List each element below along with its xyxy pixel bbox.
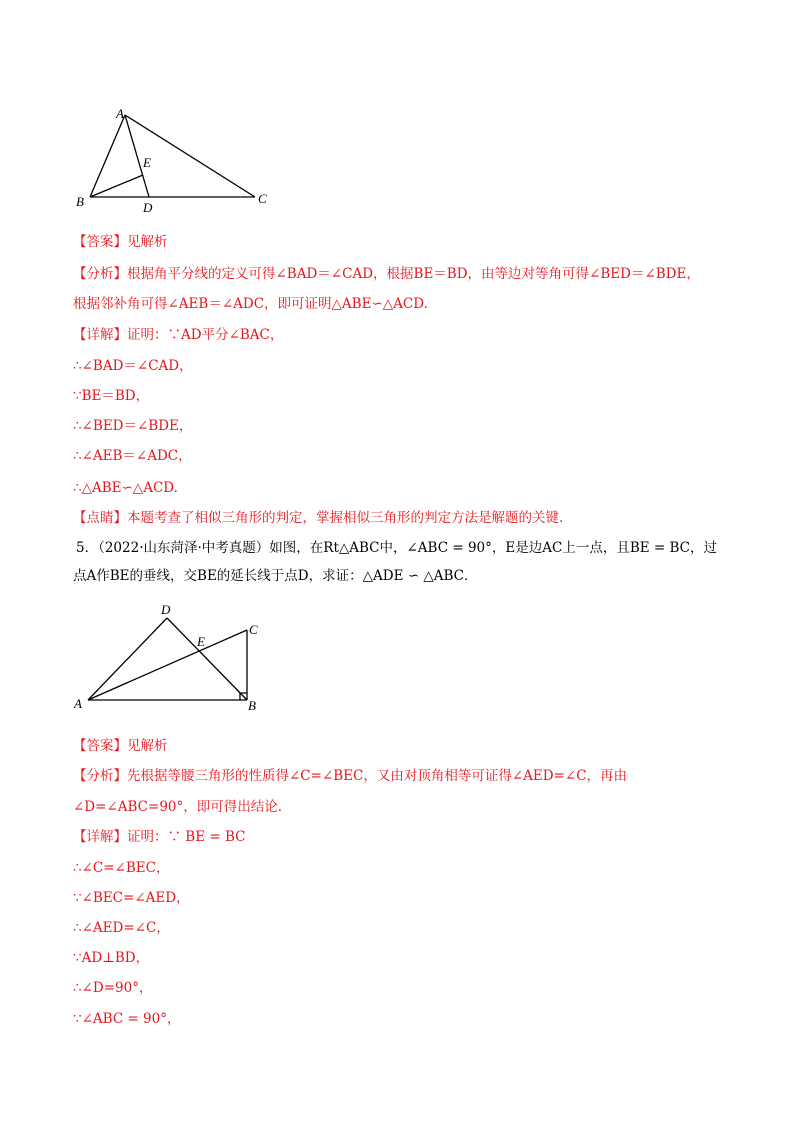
label-e: E <box>197 634 205 649</box>
q4-step: ∴∠BED＝∠BDE， <box>73 418 193 434</box>
q5-step: ∵∠ABC = 90°， <box>73 1011 181 1027</box>
label-b: B <box>76 194 84 209</box>
q4-step: ∵BE＝BD， <box>73 388 150 404</box>
q5-question-line1: 5．（2022·山东菏泽·中考真题）如图，在Rt△ABC中，∠ABC = 90°，E是边AC上一点，且BE = BC，过 <box>76 540 717 556</box>
q4-step: ∴△ABE∽△ACD. <box>73 480 178 496</box>
figure-triangle-abc-ad-be <box>70 100 280 215</box>
q5-step: ∴∠D=90°， <box>73 980 153 996</box>
label-d: D <box>161 602 171 617</box>
q4-analysis-line2: 根据邻补角可得∠AEB＝∠ADC，即可证明△ABE∽△ACD. <box>73 296 428 312</box>
label-b: B <box>248 698 256 713</box>
q5-analysis-line1: 【分析】先根据等腰三角形的性质得∠C=∠BEC，又由对顶角相等可证得∠AED=∠C，再由 <box>73 768 628 784</box>
label-c: C <box>258 191 267 206</box>
q4-step: ∴∠AEB＝∠ADC， <box>73 448 192 464</box>
q5-step: ∵AD⊥BD， <box>73 950 150 966</box>
q5-detail <box>73 827 245 847</box>
label-d: D <box>143 200 153 215</box>
q5-detail-text: 证明：∵ BE = BC <box>127 829 246 845</box>
q4-answer: 【答案】见解析 <box>73 234 168 250</box>
q5-step: ∴∠AED=∠C， <box>73 920 170 936</box>
q5-question-line2: 点A作BE的垂线，交BE的延长线于点D，求证：△ADE ∽ △ABC． <box>73 568 478 584</box>
q5-step: ∵∠BEC=∠AED， <box>73 890 190 906</box>
q4-detail-text: 证明：∵AD平分∠BAC， <box>127 327 284 343</box>
q5-analysis-line2: ∠D=∠ABC=90°，即可得出结论. <box>73 799 283 815</box>
q5-detail-prefix: 【详解】 <box>73 829 127 845</box>
q5-answer: 【答案】见解析 <box>73 738 168 754</box>
q4-step: ∴∠BAD＝∠CAD， <box>73 358 193 374</box>
q4-comment: 【点睛】本题考查了相似三角形的判定，掌握相似三角形的判定方法是解题的关键. <box>73 510 564 526</box>
label-a: A <box>74 696 82 711</box>
figure-right-triangle-abc-ade <box>70 600 270 715</box>
q4-detail-prefix: 【详解】 <box>73 327 127 343</box>
q4-analysis-line1: 【分析】根据角平分线的定义可得∠BAD＝∠CAD，根据BE＝BD，由等边对等角可得∠BED＝∠BDE， <box>73 266 700 282</box>
label-c: C <box>249 622 258 637</box>
label-a: A <box>116 106 124 121</box>
q5-step: ∴∠C=∠BEC， <box>73 860 170 876</box>
q4-detail <box>73 325 283 345</box>
label-e: E <box>143 155 151 170</box>
